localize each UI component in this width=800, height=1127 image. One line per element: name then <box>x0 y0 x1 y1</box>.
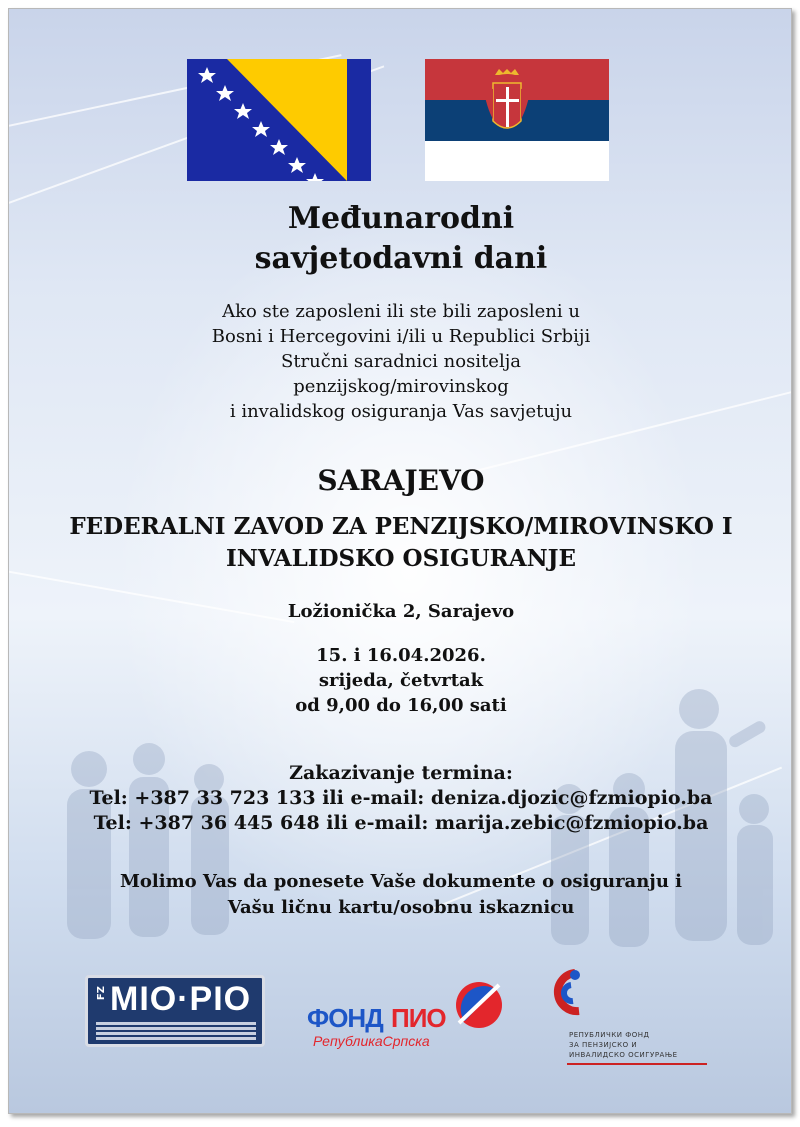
intro-line: penzijskog/mirovinskog <box>293 376 509 397</box>
logo-fond-word: ФОНД <box>307 1003 383 1033</box>
page-title <box>9 199 792 279</box>
schedule-dates: 15. i 16.04.2026. <box>316 645 486 666</box>
logo-region: РепубликаСрпска <box>313 1033 430 1049</box>
intro-line: Bosni i Hercegovini i/ili u Republici Srbiji <box>211 326 591 347</box>
logo-mio-prefix: FZ <box>96 986 107 1001</box>
poster <box>8 8 792 1114</box>
documents-note <box>9 869 792 921</box>
institution-line-2: INVALIDSKO OSIGURANJE <box>225 545 577 572</box>
intro-line: Ako ste zaposleni ili ste bili zaposleni u <box>222 301 580 322</box>
schedule <box>9 643 792 718</box>
note-line-1: Molimo Vas da ponesete Vaše dokumente o osiguranju i <box>119 871 683 892</box>
fond-sphere-icon <box>455 981 503 1029</box>
booking-heading: Zakazivanje termina: <box>289 762 513 784</box>
note-line-2: Vašu ličnu kartu/osobnu iskaznicu <box>227 897 575 918</box>
logo-srb-underline <box>567 1063 707 1065</box>
logo-pio-word: ПИО <box>391 1003 446 1033</box>
intro-line: i invalidskog osiguranja Vas savjetuju <box>229 401 573 422</box>
logo-srb-line-2: ЗА ПЕНЗИЈСКО И <box>569 1041 638 1049</box>
booking-section <box>9 761 792 836</box>
intro-paragraph <box>9 299 792 424</box>
intro-line: Stručni saradnici nositelja <box>280 351 522 372</box>
logo-mio-subtitle-lines <box>96 1022 256 1025</box>
logo-srb-line-3: ИНВАЛИДСКО ОСИГУРАЊЕ <box>569 1051 678 1059</box>
serbia-flag-image <box>425 59 609 181</box>
fz-mio-pio-logo <box>85 975 265 1047</box>
rfpio-emblem-icon <box>545 967 591 1027</box>
logo-mio-name: MIO·PIO <box>110 980 252 1018</box>
booking-contact-1: Tel: +387 33 723 133 ili e-mail: deniza.djozic@fzmiopio.ba <box>89 787 713 809</box>
institution-line-1: FEDERALNI ZAVOD ZA PENZIJSKO/MIROVINSKO I <box>69 513 733 540</box>
fond-pio-republika-srpska-logo <box>305 977 505 1053</box>
address: Ložionička 2, Sarajevo <box>287 601 515 622</box>
logo-srb-line-1: РЕПУБЛИЧКИ ФОНД <box>569 1031 650 1039</box>
title-line-1: Međunarodni <box>287 201 515 236</box>
booking-contact-2: Tel: +387 36 445 648 ili e-mail: marija.zebic@fzmiopio.ba <box>93 812 709 834</box>
bosnia-flag-image <box>187 59 371 181</box>
rf-pio-serbia-logo <box>545 967 715 1067</box>
schedule-days: srijeda, četvrtak <box>318 670 484 691</box>
city-heading: SARAJEVO <box>317 464 485 497</box>
title-line-2: savjetodavni dani <box>254 241 548 276</box>
institution-name <box>9 511 792 575</box>
schedule-hours: od 9,00 do 16,00 sati <box>295 695 507 716</box>
